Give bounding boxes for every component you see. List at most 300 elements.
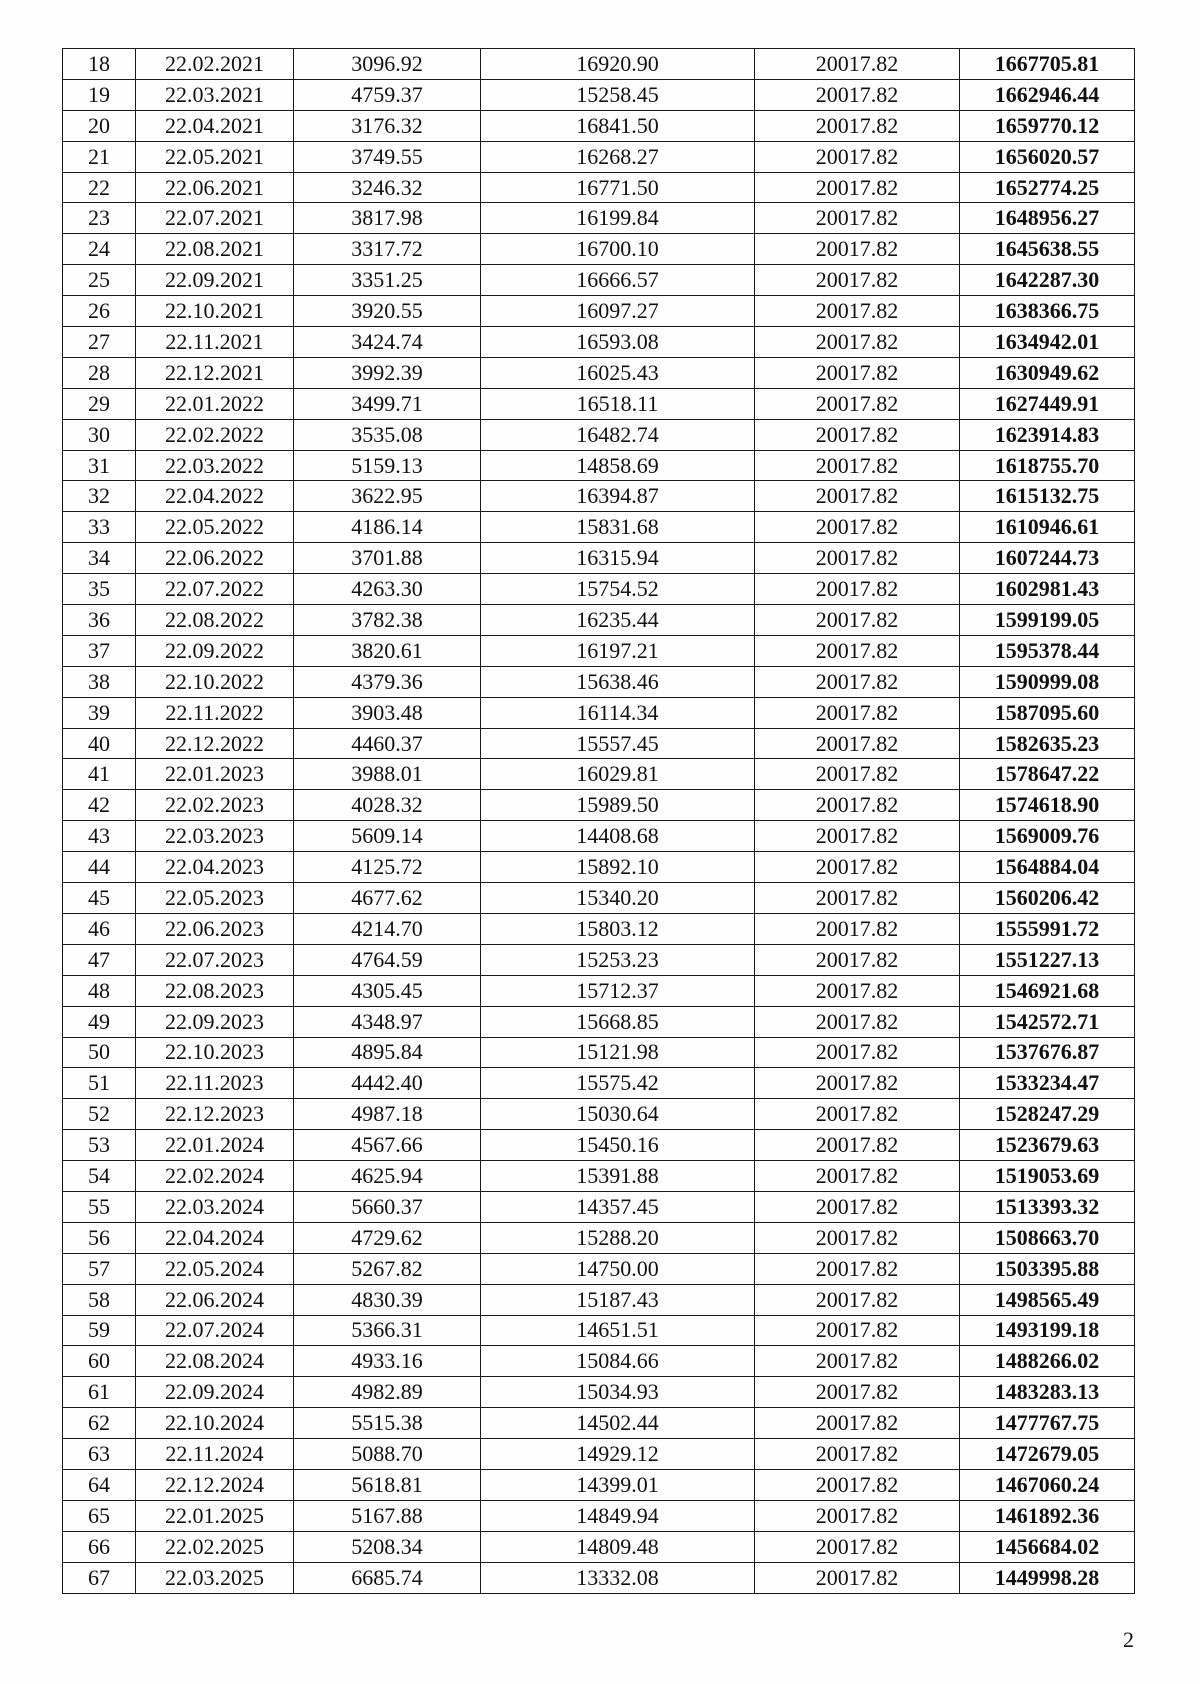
table-row: [63, 635, 1135, 666]
payment-total-cell: 20017.82: [755, 1006, 960, 1037]
payment-date-cell: 22.08.2023: [136, 975, 294, 1006]
payment-total-cell: 20017.82: [755, 388, 960, 419]
payment-date-cell: 22.01.2025: [136, 1500, 294, 1531]
amount-column-3-cell: 4895.84: [294, 1037, 481, 1068]
amount-column-4-cell: 16920.90: [481, 49, 755, 80]
remaining-balance-cell: 1542572.71: [960, 1006, 1135, 1037]
amount-column-4-cell: 16700.10: [481, 234, 755, 265]
table-row: [63, 203, 1135, 234]
amount-column-4-cell: 15989.50: [481, 790, 755, 821]
payment-date-cell: 22.07.2021: [136, 203, 294, 234]
payment-date-cell: 22.02.2023: [136, 790, 294, 821]
amount-column-3-cell: 3176.32: [294, 110, 481, 141]
remaining-balance-cell: 1564884.04: [960, 852, 1135, 883]
amount-column-3-cell: 4933.16: [294, 1346, 481, 1377]
payment-total-cell: 20017.82: [755, 759, 960, 790]
table-row: [63, 605, 1135, 636]
table-row: [63, 821, 1135, 852]
payment-total-cell: 20017.82: [755, 79, 960, 110]
payment-total-cell: 20017.82: [755, 419, 960, 450]
amount-column-3-cell: 4982.89: [294, 1377, 481, 1408]
amount-column-4-cell: 15803.12: [481, 913, 755, 944]
page-number: 2: [1123, 1627, 1134, 1652]
payment-total-cell: 20017.82: [755, 512, 960, 543]
row-number-cell: 53: [63, 1130, 136, 1161]
table-row: [63, 1253, 1135, 1284]
row-number-cell: 60: [63, 1346, 136, 1377]
amount-column-4-cell: 15668.85: [481, 1006, 755, 1037]
row-number-cell: 55: [63, 1191, 136, 1222]
remaining-balance-cell: 1569009.76: [960, 821, 1135, 852]
payment-total-cell: 20017.82: [755, 1099, 960, 1130]
table-row: [63, 265, 1135, 296]
payment-total-cell: 20017.82: [755, 635, 960, 666]
amount-column-4-cell: 16235.44: [481, 605, 755, 636]
row-number-cell: 61: [63, 1377, 136, 1408]
amount-column-3-cell: 4729.62: [294, 1222, 481, 1253]
row-number-cell: 43: [63, 821, 136, 852]
remaining-balance-cell: 1590999.08: [960, 666, 1135, 697]
amount-column-3-cell: 3782.38: [294, 605, 481, 636]
amount-column-3-cell: 4442.40: [294, 1068, 481, 1099]
row-number-cell: 27: [63, 327, 136, 358]
amount-column-4-cell: 15030.64: [481, 1099, 755, 1130]
amount-column-4-cell: 14809.48: [481, 1531, 755, 1562]
payment-date-cell: 22.05.2024: [136, 1253, 294, 1284]
amount-column-3-cell: 5267.82: [294, 1253, 481, 1284]
remaining-balance-cell: 1630949.62: [960, 357, 1135, 388]
table-row: [63, 913, 1135, 944]
payment-date-cell: 22.09.2021: [136, 265, 294, 296]
row-number-cell: 36: [63, 605, 136, 636]
row-number-cell: 63: [63, 1439, 136, 1470]
remaining-balance-cell: 1503395.88: [960, 1253, 1135, 1284]
payment-total-cell: 20017.82: [755, 1037, 960, 1068]
payment-date-cell: 22.04.2023: [136, 852, 294, 883]
amount-column-4-cell: 16097.27: [481, 296, 755, 327]
table-row: [63, 388, 1135, 419]
amount-column-4-cell: 14502.44: [481, 1408, 755, 1439]
payment-total-cell: 20017.82: [755, 265, 960, 296]
payment-total-cell: 20017.82: [755, 821, 960, 852]
remaining-balance-cell: 1537676.87: [960, 1037, 1135, 1068]
remaining-balance-cell: 1498565.49: [960, 1284, 1135, 1315]
payment-date-cell: 22.01.2023: [136, 759, 294, 790]
payment-total-cell: 20017.82: [755, 1500, 960, 1531]
remaining-balance-cell: 1467060.24: [960, 1469, 1135, 1500]
remaining-balance-cell: 1519053.69: [960, 1161, 1135, 1192]
amount-column-4-cell: 15638.46: [481, 666, 755, 697]
amount-column-4-cell: 14858.69: [481, 450, 755, 481]
remaining-balance-cell: 1623914.83: [960, 419, 1135, 450]
remaining-balance-cell: 1656020.57: [960, 141, 1135, 172]
payment-date-cell: 22.12.2022: [136, 728, 294, 759]
remaining-balance-cell: 1599199.05: [960, 605, 1135, 636]
remaining-balance-cell: 1546921.68: [960, 975, 1135, 1006]
amount-column-4-cell: 15253.23: [481, 944, 755, 975]
table-row: [63, 1222, 1135, 1253]
remaining-balance-cell: 1551227.13: [960, 944, 1135, 975]
remaining-balance-cell: 1578647.22: [960, 759, 1135, 790]
payment-date-cell: 22.03.2021: [136, 79, 294, 110]
table-row: [63, 49, 1135, 80]
remaining-balance-cell: 1461892.36: [960, 1500, 1135, 1531]
remaining-balance-cell: 1627449.91: [960, 388, 1135, 419]
table-row: [63, 1469, 1135, 1500]
payment-date-cell: 22.04.2022: [136, 481, 294, 512]
amount-column-4-cell: 16771.50: [481, 172, 755, 203]
remaining-balance-cell: 1533234.47: [960, 1068, 1135, 1099]
amount-column-4-cell: 14651.51: [481, 1315, 755, 1346]
row-number-cell: 47: [63, 944, 136, 975]
payment-date-cell: 22.11.2022: [136, 697, 294, 728]
amount-column-4-cell: 14399.01: [481, 1469, 755, 1500]
payment-total-cell: 20017.82: [755, 1377, 960, 1408]
row-number-cell: 62: [63, 1408, 136, 1439]
amount-column-3-cell: 4759.37: [294, 79, 481, 110]
amount-column-4-cell: 16268.27: [481, 141, 755, 172]
row-number-cell: 24: [63, 234, 136, 265]
remaining-balance-cell: 1615132.75: [960, 481, 1135, 512]
payment-date-cell: 22.09.2024: [136, 1377, 294, 1408]
row-number-cell: 23: [63, 203, 136, 234]
row-number-cell: 32: [63, 481, 136, 512]
amount-column-3-cell: 5618.81: [294, 1469, 481, 1500]
table-row: [63, 852, 1135, 883]
row-number-cell: 56: [63, 1222, 136, 1253]
table-row: [63, 1408, 1135, 1439]
payment-total-cell: 20017.82: [755, 1130, 960, 1161]
table-row: [63, 883, 1135, 914]
remaining-balance-cell: 1493199.18: [960, 1315, 1135, 1346]
amount-column-4-cell: 16593.08: [481, 327, 755, 358]
remaining-balance-cell: 1645638.55: [960, 234, 1135, 265]
table-row: [63, 666, 1135, 697]
amount-column-3-cell: 3096.92: [294, 49, 481, 80]
amount-column-3-cell: 5088.70: [294, 1439, 481, 1470]
remaining-balance-cell: 1587095.60: [960, 697, 1135, 728]
table-row: [63, 1346, 1135, 1377]
table-row: [63, 1006, 1135, 1037]
table-row: [63, 759, 1135, 790]
payment-date-cell: 22.12.2024: [136, 1469, 294, 1500]
table-row: [63, 1439, 1135, 1470]
remaining-balance-cell: 1456684.02: [960, 1531, 1135, 1562]
table-row: [63, 1315, 1135, 1346]
remaining-balance-cell: 1488266.02: [960, 1346, 1135, 1377]
remaining-balance-cell: 1667705.81: [960, 49, 1135, 80]
row-number-cell: 64: [63, 1469, 136, 1500]
payment-date-cell: 22.10.2024: [136, 1408, 294, 1439]
amount-column-4-cell: 16029.81: [481, 759, 755, 790]
amount-column-3-cell: 4263.30: [294, 574, 481, 605]
amount-column-3-cell: 3992.39: [294, 357, 481, 388]
amount-column-4-cell: 15187.43: [481, 1284, 755, 1315]
row-number-cell: 31: [63, 450, 136, 481]
payment-date-cell: 22.02.2025: [136, 1531, 294, 1562]
amount-column-4-cell: 13332.08: [481, 1562, 755, 1593]
row-number-cell: 44: [63, 852, 136, 883]
table-row: [63, 327, 1135, 358]
payment-total-cell: 20017.82: [755, 1068, 960, 1099]
amount-column-3-cell: 4460.37: [294, 728, 481, 759]
row-number-cell: 19: [63, 79, 136, 110]
payment-date-cell: 22.01.2024: [136, 1130, 294, 1161]
payment-schedule-table: [62, 48, 1135, 1594]
payment-date-cell: 22.08.2024: [136, 1346, 294, 1377]
amount-column-4-cell: 15712.37: [481, 975, 755, 1006]
remaining-balance-cell: 1648956.27: [960, 203, 1135, 234]
payment-total-cell: 20017.82: [755, 49, 960, 80]
table-row: [63, 1284, 1135, 1315]
row-number-cell: 54: [63, 1161, 136, 1192]
table-row: [63, 1161, 1135, 1192]
table-row: [63, 296, 1135, 327]
amount-column-3-cell: 5366.31: [294, 1315, 481, 1346]
row-number-cell: 48: [63, 975, 136, 1006]
amount-column-3-cell: 5660.37: [294, 1191, 481, 1222]
payment-total-cell: 20017.82: [755, 975, 960, 1006]
payment-total-cell: 20017.82: [755, 1469, 960, 1500]
payment-total-cell: 20017.82: [755, 728, 960, 759]
remaining-balance-cell: 1472679.05: [960, 1439, 1135, 1470]
amount-column-4-cell: 15288.20: [481, 1222, 755, 1253]
payment-total-cell: 20017.82: [755, 1253, 960, 1284]
amount-column-4-cell: 15258.45: [481, 79, 755, 110]
row-number-cell: 35: [63, 574, 136, 605]
payment-date-cell: 22.08.2022: [136, 605, 294, 636]
amount-column-3-cell: 5609.14: [294, 821, 481, 852]
table-row: [63, 450, 1135, 481]
table-row: [63, 1099, 1135, 1130]
amount-column-4-cell: 15557.45: [481, 728, 755, 759]
amount-column-3-cell: 5159.13: [294, 450, 481, 481]
amount-column-3-cell: 3317.72: [294, 234, 481, 265]
amount-column-4-cell: 15575.42: [481, 1068, 755, 1099]
table-row: [63, 1500, 1135, 1531]
table-row: [63, 481, 1135, 512]
table-row: [63, 697, 1135, 728]
row-number-cell: 65: [63, 1500, 136, 1531]
payment-total-cell: 20017.82: [755, 913, 960, 944]
row-number-cell: 21: [63, 141, 136, 172]
amount-column-3-cell: 3622.95: [294, 481, 481, 512]
remaining-balance-cell: 1634942.01: [960, 327, 1135, 358]
row-number-cell: 25: [63, 265, 136, 296]
remaining-balance-cell: 1508663.70: [960, 1222, 1135, 1253]
amount-column-3-cell: 5515.38: [294, 1408, 481, 1439]
remaining-balance-cell: 1483283.13: [960, 1377, 1135, 1408]
amount-column-4-cell: 16114.34: [481, 697, 755, 728]
payment-date-cell: 22.09.2023: [136, 1006, 294, 1037]
amount-column-4-cell: 16482.74: [481, 419, 755, 450]
payment-total-cell: 20017.82: [755, 110, 960, 141]
amount-column-3-cell: 6685.74: [294, 1562, 481, 1593]
amount-column-3-cell: 3535.08: [294, 419, 481, 450]
row-number-cell: 38: [63, 666, 136, 697]
amount-column-3-cell: 4677.62: [294, 883, 481, 914]
amount-column-4-cell: 14849.94: [481, 1500, 755, 1531]
payment-total-cell: 20017.82: [755, 1222, 960, 1253]
remaining-balance-cell: 1477767.75: [960, 1408, 1135, 1439]
payment-total-cell: 20017.82: [755, 234, 960, 265]
row-number-cell: 42: [63, 790, 136, 821]
amount-column-3-cell: 4764.59: [294, 944, 481, 975]
payment-total-cell: 20017.82: [755, 1284, 960, 1315]
remaining-balance-cell: 1555991.72: [960, 913, 1135, 944]
payment-date-cell: 22.10.2022: [136, 666, 294, 697]
row-number-cell: 37: [63, 635, 136, 666]
row-number-cell: 52: [63, 1099, 136, 1130]
payment-date-cell: 22.10.2021: [136, 296, 294, 327]
row-number-cell: 22: [63, 172, 136, 203]
remaining-balance-cell: 1652774.25: [960, 172, 1135, 203]
amount-column-3-cell: 4567.66: [294, 1130, 481, 1161]
amount-column-4-cell: 16025.43: [481, 357, 755, 388]
payment-total-cell: 20017.82: [755, 883, 960, 914]
amount-column-3-cell: 3749.55: [294, 141, 481, 172]
payment-date-cell: 22.12.2023: [136, 1099, 294, 1130]
payment-date-cell: 22.03.2022: [136, 450, 294, 481]
remaining-balance-cell: 1662946.44: [960, 79, 1135, 110]
remaining-balance-cell: 1560206.42: [960, 883, 1135, 914]
payment-date-cell: 22.07.2022: [136, 574, 294, 605]
payment-date-cell: 22.11.2023: [136, 1068, 294, 1099]
payment-total-cell: 20017.82: [755, 203, 960, 234]
row-number-cell: 45: [63, 883, 136, 914]
amount-column-3-cell: 4830.39: [294, 1284, 481, 1315]
remaining-balance-cell: 1618755.70: [960, 450, 1135, 481]
table-row: [63, 234, 1135, 265]
row-number-cell: 58: [63, 1284, 136, 1315]
row-number-cell: 20: [63, 110, 136, 141]
amount-column-4-cell: 15034.93: [481, 1377, 755, 1408]
amount-column-4-cell: 16199.84: [481, 203, 755, 234]
amount-column-4-cell: 15754.52: [481, 574, 755, 605]
amount-column-3-cell: 3988.01: [294, 759, 481, 790]
remaining-balance-cell: 1642287.30: [960, 265, 1135, 296]
amount-column-3-cell: 4625.94: [294, 1161, 481, 1192]
amount-column-4-cell: 15121.98: [481, 1037, 755, 1068]
payment-total-cell: 20017.82: [755, 574, 960, 605]
remaining-balance-cell: 1582635.23: [960, 728, 1135, 759]
table-row: [63, 1037, 1135, 1068]
table-row: [63, 512, 1135, 543]
row-number-cell: 33: [63, 512, 136, 543]
amount-column-3-cell: 4348.97: [294, 1006, 481, 1037]
table-row: [63, 1068, 1135, 1099]
amount-column-3-cell: 3817.98: [294, 203, 481, 234]
row-number-cell: 39: [63, 697, 136, 728]
payment-date-cell: 22.06.2023: [136, 913, 294, 944]
payment-date-cell: 22.09.2022: [136, 635, 294, 666]
payment-date-cell: 22.08.2021: [136, 234, 294, 265]
payment-total-cell: 20017.82: [755, 697, 960, 728]
amount-column-3-cell: 3820.61: [294, 635, 481, 666]
payment-date-cell: 22.10.2023: [136, 1037, 294, 1068]
payment-total-cell: 20017.82: [755, 852, 960, 883]
amount-column-3-cell: 4186.14: [294, 512, 481, 543]
payment-total-cell: 20017.82: [755, 1315, 960, 1346]
row-number-cell: 59: [63, 1315, 136, 1346]
payment-total-cell: 20017.82: [755, 605, 960, 636]
amount-column-3-cell: 4379.36: [294, 666, 481, 697]
payment-total-cell: 20017.82: [755, 172, 960, 203]
payment-date-cell: 22.11.2024: [136, 1439, 294, 1470]
table-row: [63, 141, 1135, 172]
amount-column-3-cell: 3499.71: [294, 388, 481, 419]
payment-total-cell: 20017.82: [755, 666, 960, 697]
payment-date-cell: 22.05.2023: [136, 883, 294, 914]
table-row: [63, 110, 1135, 141]
payment-date-cell: 22.02.2022: [136, 419, 294, 450]
amount-column-4-cell: 14357.45: [481, 1191, 755, 1222]
amount-column-3-cell: 3920.55: [294, 296, 481, 327]
row-number-cell: 18: [63, 49, 136, 80]
payment-date-cell: 22.03.2024: [136, 1191, 294, 1222]
payment-date-cell: 22.03.2023: [136, 821, 294, 852]
payment-date-cell: 22.03.2025: [136, 1562, 294, 1593]
row-number-cell: 67: [63, 1562, 136, 1593]
table-row: [63, 419, 1135, 450]
row-number-cell: 29: [63, 388, 136, 419]
amount-column-4-cell: 15831.68: [481, 512, 755, 543]
table-row: [63, 944, 1135, 975]
payment-total-cell: 20017.82: [755, 1562, 960, 1593]
payment-total-cell: 20017.82: [755, 944, 960, 975]
row-number-cell: 41: [63, 759, 136, 790]
remaining-balance-cell: 1528247.29: [960, 1099, 1135, 1130]
table-row: [63, 79, 1135, 110]
amount-column-4-cell: 15892.10: [481, 852, 755, 883]
payment-date-cell: 22.04.2021: [136, 110, 294, 141]
payment-schedule-body: [63, 49, 1135, 1594]
amount-column-3-cell: 3424.74: [294, 327, 481, 358]
table-row: [63, 172, 1135, 203]
table-row: [63, 1562, 1135, 1593]
payment-date-cell: 22.07.2024: [136, 1315, 294, 1346]
payment-total-cell: 20017.82: [755, 1531, 960, 1562]
amount-column-3-cell: 5208.34: [294, 1531, 481, 1562]
row-number-cell: 30: [63, 419, 136, 450]
row-number-cell: 50: [63, 1037, 136, 1068]
amount-column-4-cell: 16666.57: [481, 265, 755, 296]
remaining-balance-cell: 1638366.75: [960, 296, 1135, 327]
amount-column-4-cell: 15450.16: [481, 1130, 755, 1161]
payment-date-cell: 22.06.2021: [136, 172, 294, 203]
table-row: [63, 1531, 1135, 1562]
row-number-cell: 34: [63, 543, 136, 574]
amount-column-4-cell: 16518.11: [481, 388, 755, 419]
payment-total-cell: 20017.82: [755, 1346, 960, 1377]
amount-column-3-cell: 4214.70: [294, 913, 481, 944]
payment-date-cell: 22.02.2024: [136, 1161, 294, 1192]
payment-date-cell: 22.05.2021: [136, 141, 294, 172]
payment-total-cell: 20017.82: [755, 327, 960, 358]
payment-total-cell: 20017.82: [755, 1191, 960, 1222]
amount-column-3-cell: 4305.45: [294, 975, 481, 1006]
table-row: [63, 1191, 1135, 1222]
payment-total-cell: 20017.82: [755, 141, 960, 172]
payment-date-cell: 22.12.2021: [136, 357, 294, 388]
amount-column-4-cell: 14929.12: [481, 1439, 755, 1470]
payment-date-cell: 22.06.2024: [136, 1284, 294, 1315]
row-number-cell: 49: [63, 1006, 136, 1037]
payment-date-cell: 22.07.2023: [136, 944, 294, 975]
remaining-balance-cell: 1523679.63: [960, 1130, 1135, 1161]
table-row: [63, 975, 1135, 1006]
row-number-cell: 46: [63, 913, 136, 944]
